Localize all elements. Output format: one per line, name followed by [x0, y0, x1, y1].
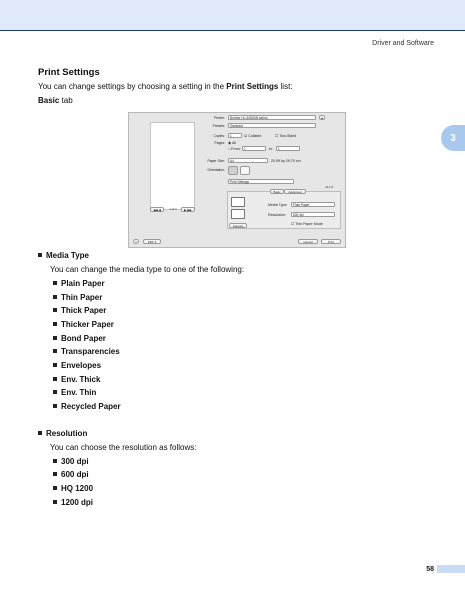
- list-item-text: 600 dpi: [61, 470, 89, 479]
- list-item: [53, 334, 106, 343]
- list-item: [53, 361, 101, 370]
- bullet-icon: [53, 363, 57, 367]
- tab-name-rest: tab: [59, 96, 73, 105]
- tab-name-bold: Basic: [38, 96, 60, 105]
- presets-select[interactable]: Standard: [228, 123, 316, 128]
- two-sided-label: Two-Sided: [279, 134, 297, 138]
- pages-all-label: All: [231, 141, 236, 145]
- list-item-text: Thin Paper: [61, 293, 103, 302]
- bullet-icon: [53, 390, 57, 394]
- list-item-text: Transparencies: [61, 347, 120, 356]
- intro-suffix: list:: [278, 82, 293, 91]
- collated-checkbox-label[interactable]: ☑ Collated: [244, 134, 262, 138]
- bullet-icon: [53, 281, 57, 285]
- resolution-section: [38, 429, 197, 507]
- media-type-heading: [38, 251, 89, 260]
- bullet-icon: [53, 486, 57, 490]
- pages-label: Pages:: [214, 141, 225, 145]
- list-item-text: Bond Paper: [61, 334, 106, 343]
- presets-label: Presets:: [212, 124, 225, 128]
- bullet-icon: [53, 459, 57, 463]
- list-item-text: Recycled Paper: [61, 402, 121, 411]
- disclosure-button[interactable]: ▲: [320, 116, 324, 120]
- bullet-icon: [53, 295, 57, 299]
- list-item: [53, 293, 102, 302]
- bullet-icon: [53, 349, 57, 353]
- bullet-icon: [53, 472, 57, 476]
- list-item-text: Thick Paper: [61, 306, 107, 315]
- list-item-text: 1200 dpi: [61, 498, 94, 507]
- list-item: [53, 402, 121, 411]
- bullet-icon: [53, 377, 57, 381]
- list-item: [53, 279, 105, 288]
- chapter-tab: 3: [441, 125, 465, 151]
- header-rule: [0, 30, 465, 31]
- bullet-icon: [53, 500, 57, 504]
- list-item: [53, 470, 89, 479]
- intro-prefix: You can change settings by choosing a setting in the: [38, 82, 227, 91]
- thin-paper-label: Thin Paper Mode: [295, 222, 323, 226]
- pdf-button[interactable]: PDF ▾: [143, 239, 161, 244]
- bullet-icon: [53, 336, 57, 340]
- resolution-select[interactable]: 600 dpi: [291, 212, 335, 217]
- pages-from-label: From:: [231, 147, 241, 151]
- paper-size-dims: 20.99 by 29.70 cm: [271, 159, 301, 163]
- running-header: Driver and Software: [372, 40, 434, 47]
- paper-size-select[interactable]: A4: [228, 158, 268, 163]
- list-item-text: 300 dpi: [61, 457, 89, 466]
- page-number-band: [437, 565, 465, 573]
- media-type-section: [38, 251, 245, 411]
- copies-label: Copies:: [213, 134, 225, 138]
- tab-advanced[interactable]: Advanced: [284, 189, 306, 194]
- tab-name: [38, 96, 73, 105]
- printer-select[interactable]: Brother HL-5450DN series: [228, 115, 316, 120]
- list-item-text: Envelopes: [61, 361, 102, 370]
- media-type-heading-text: Media Type: [46, 251, 89, 260]
- print-button[interactable]: Print: [321, 239, 341, 244]
- preview-nav-forward-button[interactable]: ▶ ▶▶: [181, 207, 195, 212]
- panel-select[interactable]: Print Settings: [228, 179, 294, 184]
- bullet-icon: [53, 322, 57, 326]
- to-input[interactable]: 1: [276, 146, 300, 151]
- tab-basic[interactable]: Basic: [270, 189, 284, 194]
- list-item: [53, 388, 96, 397]
- list-item: [53, 375, 100, 384]
- pages-all-radio[interactable]: ◉ All: [228, 141, 236, 145]
- header-band: [0, 0, 465, 30]
- intro-emphasis: Print Settings: [226, 82, 279, 91]
- printer-label: Printer:: [214, 116, 225, 120]
- paper-stack-icon: [231, 209, 245, 219]
- bullet-icon: [38, 431, 42, 435]
- list-item-text: Plain Paper: [61, 279, 105, 288]
- version-label: v4.1.0: [325, 185, 334, 189]
- resolution-heading-text: Resolution: [46, 429, 88, 438]
- copies-input[interactable]: 1: [228, 133, 242, 138]
- list-item: [53, 484, 93, 493]
- portrait-orientation-icon[interactable]: [228, 166, 238, 175]
- orientation-label: Orientation:: [207, 168, 225, 172]
- two-sided-checkbox-label[interactable]: ☐ Two-Sided: [275, 134, 297, 138]
- list-item-text: Thicker Paper: [61, 320, 114, 329]
- intro-paragraph: [38, 82, 293, 91]
- list-item: [53, 498, 93, 507]
- from-input[interactable]: 1: [242, 146, 266, 151]
- thin-paper-checkbox[interactable]: ☐ Thin Paper Mode: [291, 222, 323, 226]
- list-item: [53, 306, 106, 315]
- document-icon: [231, 197, 245, 207]
- paper-size-label: Paper Size:: [207, 159, 225, 163]
- resolution-label: Resolution:: [268, 213, 286, 217]
- cancel-button[interactable]: Cancel: [298, 239, 318, 244]
- list-item-text: HQ 1200: [61, 484, 94, 493]
- support-button[interactable]: Support: [229, 223, 247, 228]
- media-type-label: Media Type:: [268, 203, 288, 207]
- bullet-icon: [53, 404, 57, 408]
- bullet-icon: [38, 253, 42, 257]
- collated-label: Collated: [248, 134, 262, 138]
- resolution-heading: [38, 429, 87, 438]
- pages-range-radio[interactable]: ○ From:: [228, 147, 241, 151]
- bullet-icon: [53, 308, 57, 312]
- list-item: [53, 457, 89, 466]
- section-title: Print Settings: [38, 67, 100, 78]
- page-number: 58: [426, 566, 434, 573]
- list-item-text: Env. Thick: [61, 375, 101, 384]
- help-button[interactable]: ?: [133, 239, 139, 244]
- media-type-select[interactable]: Plain Paper: [291, 202, 335, 207]
- print-dialog-screenshot: [128, 112, 346, 248]
- list-item-text: Env. Thin: [61, 388, 97, 397]
- list-item: [53, 347, 120, 356]
- media-type-description: You can change the media type to one of the following:: [50, 265, 245, 274]
- landscape-orientation-icon[interactable]: [240, 166, 250, 175]
- page-count: 1 of 1: [169, 207, 177, 211]
- preview-nav-back-button[interactable]: ◀◀ ◀: [150, 207, 164, 212]
- resolution-description: You can choose the resolution as follows:: [50, 443, 197, 452]
- pages-to-label: to:: [269, 147, 273, 151]
- list-item: [53, 320, 114, 329]
